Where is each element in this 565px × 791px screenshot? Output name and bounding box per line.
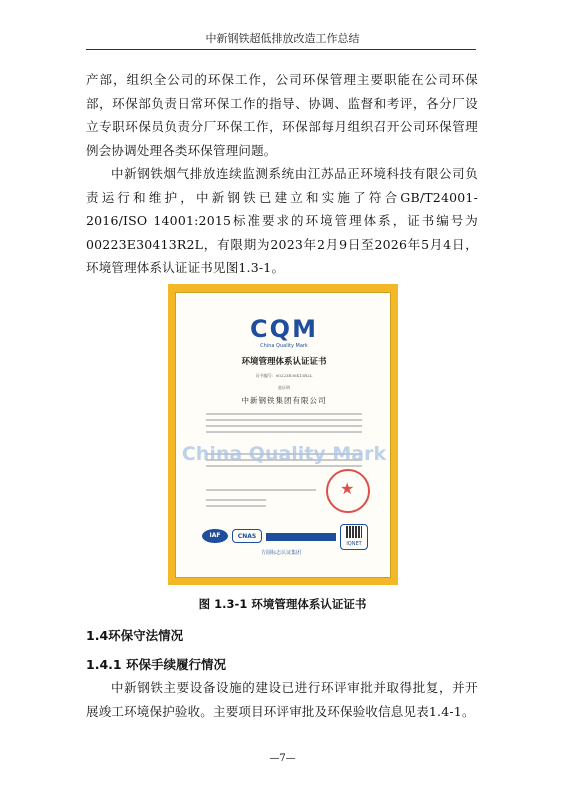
- certificate-paper: [175, 292, 391, 578]
- certificate-text-line: [206, 489, 316, 491]
- cqm-logo-subtitle: China Quality Mark: [260, 343, 308, 349]
- cqm-logo: CQM: [250, 315, 318, 343]
- red-seal-icon: ★: [326, 469, 370, 513]
- certification-group-name: 方圆标志认证集团: [260, 550, 301, 556]
- cnas-logo-icon: CNAS: [232, 529, 262, 543]
- certificate-text-line: [206, 465, 362, 467]
- certificate-date-line: [206, 499, 266, 501]
- running-header: 中新钢铁超低排放改造工作总结: [205, 32, 360, 45]
- iqnet-logo-icon: IQNET: [340, 524, 368, 550]
- group-logo-bar: [266, 533, 336, 541]
- certificate-date-line: [206, 505, 266, 507]
- section-heading: 1.4环保守法情况: [86, 628, 184, 643]
- paragraph-3: 中新钢铁主要设备设施的建设已进行环评审批并取得批复，并开展竣工环境保护验收。主要项目环评审批及环保验收信息见表1.4-1。: [86, 680, 478, 719]
- certificate-text-line: [206, 431, 362, 433]
- paragraph-2: 中新钢铁烟气排放连续监测系统由江苏品正环境科技有限公司负责运行和维护，中新钢铁已建立和实施了符合GB/T24001-2016/ISO 14001:2015标准要求的环境管理体系，证书编号为00223E30413R2L，有限期为2023年2月9日至2026年5月4日，环境管理体系认证证书见图1.3-1。: [86, 166, 478, 275]
- certificate-text-line: [206, 413, 362, 415]
- paragraph-1: 产部，组织全公司的环保工作，公司环保管理主要职能在公司环保部，环保部负责日常环保工作的指导、协调、监督和考评，各分厂设立专职环保员负责分厂环保工作，环保部每月组织召开公司环保管理例会协调处理各类环保管理问题。: [86, 72, 478, 158]
- iaf-logo-icon: IAF: [202, 529, 228, 543]
- certificate-text-line: [206, 419, 362, 421]
- certificate-company: 中新钢铁集团有限公司: [241, 396, 327, 405]
- certificate-text-line: [206, 425, 362, 427]
- figure-caption: 图 1.3-1 环境管理体系认证证书: [198, 597, 367, 611]
- certificate-number: 证书编号：00223E30413R2L: [255, 373, 313, 378]
- certificate-title: 环境管理体系认证证书: [241, 357, 327, 367]
- subsection-heading: 1.4.1 环保手续履行情况: [86, 657, 226, 672]
- certificate-image: [168, 284, 398, 585]
- header-divider: [86, 49, 476, 50]
- certificate-confirm-text: 兹证明: [278, 385, 290, 390]
- qr-code-icon: [346, 526, 362, 538]
- certificate-watermark: China Quality Mark: [181, 443, 387, 465]
- page-number: —7—: [269, 753, 296, 764]
- certification-group-logo: [266, 529, 336, 547]
